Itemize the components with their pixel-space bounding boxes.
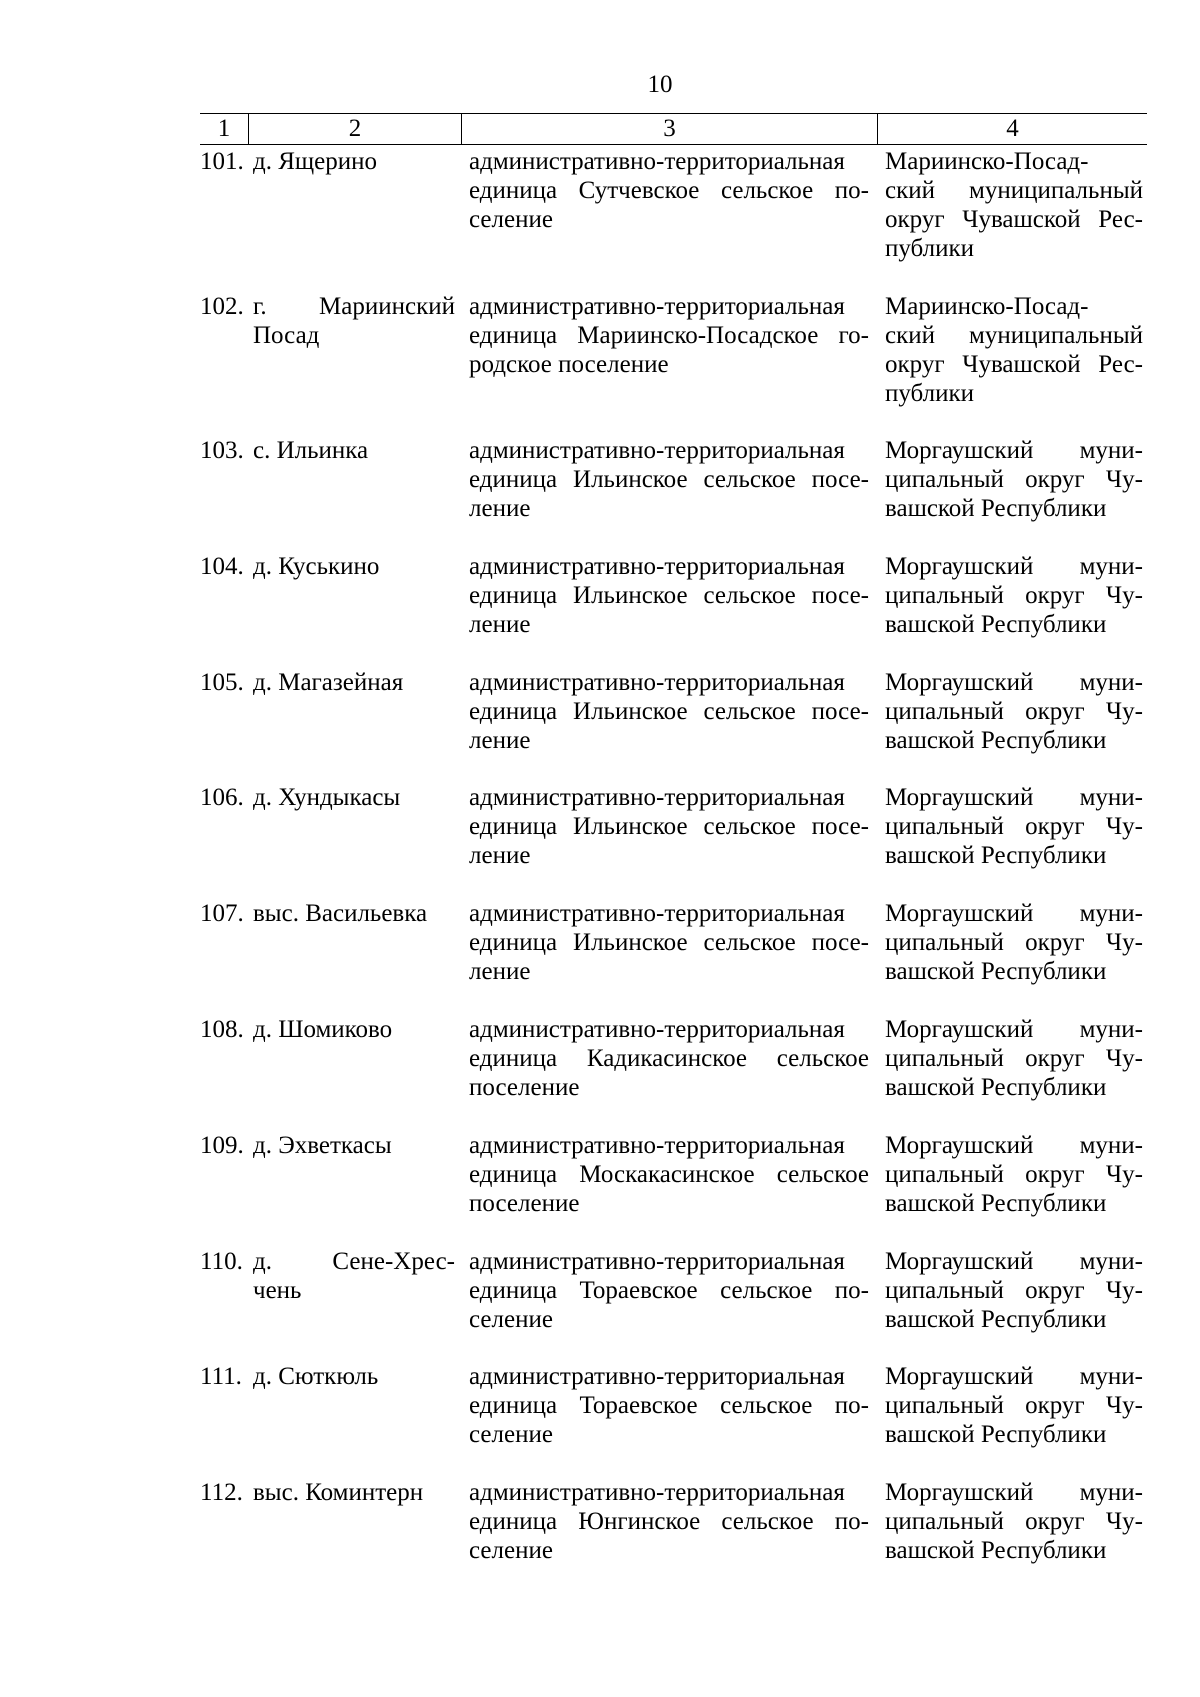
municipal-district bbox=[877, 1360, 1147, 1476]
column-number-2: 2 bbox=[248, 114, 461, 144]
table-row bbox=[200, 290, 1147, 435]
administrative-unit bbox=[461, 145, 877, 290]
settlement-name bbox=[248, 1245, 461, 1361]
municipal-district-line: вашской Республики bbox=[885, 726, 1107, 754]
settlement-name-line: д. Шомиково bbox=[253, 1015, 393, 1043]
municipal-district-line: округ Чувашской Рес- bbox=[885, 350, 1143, 378]
municipal-district-line: вашской Республики bbox=[885, 495, 1107, 522]
municipal-district bbox=[877, 290, 1147, 435]
administrative-unit-line: ление bbox=[469, 842, 531, 870]
table-row bbox=[200, 1245, 1147, 1361]
row-number: 103. bbox=[200, 437, 244, 464]
municipal-district bbox=[877, 434, 1147, 550]
administrative-unit bbox=[461, 897, 877, 1013]
administrative-unit-line: административно-территориальная bbox=[469, 668, 845, 696]
municipal-district-line: Моргаушский муни- bbox=[885, 1131, 1143, 1159]
settlement-name bbox=[248, 781, 461, 897]
municipal-district-line: ципальный округ Чу- bbox=[885, 697, 1143, 725]
settlement-name-line: с. Ильинка bbox=[253, 437, 369, 464]
municipal-district-line: Моргаушский муни- bbox=[885, 1247, 1143, 1275]
table-row bbox=[200, 1129, 1147, 1245]
settlement-name bbox=[248, 145, 461, 290]
municipal-district-line: Моргаушский муни- bbox=[885, 1479, 1143, 1507]
municipal-district-line: Моргаушский муни- bbox=[885, 437, 1143, 464]
settlement-name-line: д. Сене-Хрес- bbox=[253, 1247, 455, 1275]
municipal-district-line: публики bbox=[885, 379, 975, 407]
table-body bbox=[200, 145, 1147, 1592]
municipal-district-line: ский муниципальный bbox=[885, 321, 1143, 349]
municipal-district bbox=[877, 1476, 1147, 1592]
administrative-unit-line: единица Ильинское сельское посе- bbox=[469, 813, 869, 841]
municipal-district-line: вашской Республики bbox=[885, 1421, 1107, 1449]
administrative-unit-line: ление bbox=[469, 495, 531, 522]
table-row bbox=[200, 1013, 1147, 1129]
column-number-4: 4 bbox=[877, 114, 1147, 144]
administrative-unit-line: родское поселение bbox=[469, 350, 669, 378]
municipal-district-line: вашской Республики bbox=[885, 1189, 1107, 1217]
municipal-district-line: ципальный округ Чу- bbox=[885, 1276, 1143, 1304]
settlement-name bbox=[248, 434, 461, 550]
settlement-name-line: выс. Коминтерн bbox=[253, 1479, 424, 1507]
settlement-name bbox=[248, 666, 461, 782]
administrative-unit-line: административно-территориальная bbox=[469, 292, 845, 320]
municipal-district bbox=[877, 1013, 1147, 1129]
column-number-header-row bbox=[200, 113, 1147, 145]
settlement-name-line: Посад bbox=[253, 321, 320, 349]
settlement-name bbox=[248, 1360, 461, 1476]
page-number: 10 bbox=[647, 71, 673, 98]
administrative-unit-line: единица Тораевское сельское по- bbox=[469, 1392, 869, 1420]
administrative-unit bbox=[461, 290, 877, 435]
administrative-unit-line: единица Юнгинское сельское по- bbox=[469, 1508, 869, 1536]
municipal-district bbox=[877, 1245, 1147, 1361]
municipal-district-line: вашской Республики bbox=[885, 1073, 1107, 1101]
settlement-name-line: д. Хундыкасы bbox=[253, 784, 401, 812]
municipal-district bbox=[877, 145, 1147, 290]
municipal-district bbox=[877, 550, 1147, 666]
municipal-district-line: вашской Республики bbox=[885, 842, 1107, 870]
row-number: 106. bbox=[200, 784, 244, 812]
column-number-1: 1 bbox=[217, 115, 231, 142]
municipal-district-line: ципальный округ Чу- bbox=[885, 1392, 1143, 1420]
administrative-unit-line: административно-территориальная bbox=[469, 552, 845, 580]
municipal-district bbox=[877, 1129, 1147, 1245]
municipal-district-line: ципальный округ Чу- bbox=[885, 581, 1143, 609]
administrative-unit-line: единица Кадикасинское сельское bbox=[469, 1044, 869, 1072]
municipal-district-line: ципальный округ Чу- bbox=[885, 1508, 1143, 1536]
settlement-name-line: чень bbox=[253, 1276, 302, 1304]
settlement-name-line: д. Сюткюль bbox=[253, 1363, 379, 1391]
administrative-unit bbox=[461, 1013, 877, 1129]
administrative-unit-line: единица Мариинско-Посадское го- bbox=[469, 321, 869, 349]
settlement-name-line: д. Магазейная bbox=[253, 668, 404, 696]
municipal-district-line: публики bbox=[885, 235, 975, 262]
administrative-unit-line: единица Ильинское сельское посе- bbox=[469, 697, 869, 725]
administrative-unit-line: единица Ильинское сельское посе- bbox=[469, 929, 869, 957]
row-number: 105. bbox=[200, 668, 244, 696]
administrative-unit-line: поселение bbox=[469, 1073, 580, 1101]
administrative-unit-line: селение bbox=[469, 1537, 553, 1565]
administrative-unit-line: административно-территориальная bbox=[469, 900, 845, 928]
settlement-name-line: выс. Васильевка bbox=[253, 900, 428, 928]
administrative-unit-line: единица Сутчевское сельское по- bbox=[469, 177, 869, 204]
municipal-district-line: Моргаушский муни- bbox=[885, 1015, 1143, 1043]
municipal-district-line: округ Чувашской Рес- bbox=[885, 206, 1143, 233]
administrative-unit-line: селение bbox=[469, 1421, 553, 1449]
administrative-unit-line: ление bbox=[469, 610, 531, 638]
municipal-district-line: ципальный округ Чу- bbox=[885, 1044, 1143, 1072]
settlement-name bbox=[248, 550, 461, 666]
municipal-district-line: ципальный округ Чу- bbox=[885, 813, 1143, 841]
settlement-name-line: д. Куськино bbox=[253, 552, 380, 580]
table-row bbox=[200, 434, 1147, 550]
settlements-table bbox=[200, 113, 1147, 1592]
settlement-name-line: г. Мариинский bbox=[253, 292, 455, 320]
municipal-district-line: Мариинско-Посад- bbox=[885, 292, 1089, 320]
table-row bbox=[200, 666, 1147, 782]
administrative-unit-line: единица Ильинское сельское посе- bbox=[469, 581, 869, 609]
administrative-unit-line: единица Ильинское сельское посе- bbox=[469, 466, 869, 493]
municipal-district-line: Моргаушский муни- bbox=[885, 900, 1143, 928]
settlement-name bbox=[248, 1129, 461, 1245]
settlement-name bbox=[248, 1013, 461, 1129]
table-row bbox=[200, 550, 1147, 666]
municipal-district-line: ципальный округ Чу- bbox=[885, 929, 1143, 957]
municipal-district bbox=[877, 897, 1147, 1013]
administrative-unit bbox=[461, 434, 877, 550]
administrative-unit-line: ление bbox=[469, 958, 531, 986]
municipal-district-line: ский муниципальный bbox=[885, 177, 1143, 204]
administrative-unit bbox=[461, 1476, 877, 1592]
administrative-unit bbox=[461, 781, 877, 897]
administrative-unit bbox=[461, 550, 877, 666]
municipal-district-line: Моргаушский муни- bbox=[885, 784, 1143, 812]
row-number: 107. bbox=[200, 900, 244, 928]
table-row bbox=[200, 1360, 1147, 1476]
administrative-unit-line: административно-территориальная bbox=[469, 784, 845, 812]
settlement-name bbox=[248, 290, 461, 435]
row-number: 108. bbox=[200, 1015, 244, 1043]
row-number: 101. bbox=[200, 148, 244, 175]
row-number: 112. bbox=[200, 1479, 243, 1507]
administrative-unit-line: административно-территориальная bbox=[469, 1479, 845, 1507]
administrative-unit bbox=[461, 1360, 877, 1476]
administrative-unit-line: административно-территориальная bbox=[469, 1131, 845, 1159]
table-row bbox=[200, 781, 1147, 897]
administrative-unit bbox=[461, 1129, 877, 1245]
administrative-unit-line: административно-территориальная bbox=[469, 1247, 845, 1275]
administrative-unit bbox=[461, 666, 877, 782]
municipal-district-line: Моргаушский муни- bbox=[885, 552, 1143, 580]
municipal-district-line: вашской Республики bbox=[885, 610, 1107, 638]
row-number: 102. bbox=[200, 292, 244, 320]
administrative-unit-line: селение bbox=[469, 1305, 553, 1333]
municipal-district-line: вашской Республики bbox=[885, 1305, 1107, 1333]
municipal-district-line: Мариинско-Посад- bbox=[885, 148, 1089, 175]
administrative-unit-line: ление bbox=[469, 726, 531, 754]
settlement-name-line: д. Ящерино bbox=[253, 148, 377, 175]
administrative-unit-line: административно-территориальная bbox=[469, 437, 845, 464]
administrative-unit-line: административно-территориальная bbox=[469, 1015, 845, 1043]
table-row bbox=[200, 1476, 1147, 1592]
municipal-district bbox=[877, 781, 1147, 897]
settlement-name-line: д. Эхветкасы bbox=[253, 1131, 392, 1159]
row-number: 104. bbox=[200, 552, 244, 580]
municipal-district-line: Моргаушский муни- bbox=[885, 668, 1143, 696]
administrative-unit-line: селение bbox=[469, 206, 553, 233]
municipal-district bbox=[877, 666, 1147, 782]
table-row bbox=[200, 145, 1147, 290]
row-number: 110. bbox=[200, 1247, 243, 1275]
administrative-unit-line: административно-территориальная bbox=[469, 148, 845, 175]
settlement-name bbox=[248, 897, 461, 1013]
municipal-district-line: ципальный округ Чу- bbox=[885, 1160, 1143, 1188]
administrative-unit-line: единица Тораевское сельское по- bbox=[469, 1276, 869, 1304]
table-row bbox=[200, 897, 1147, 1013]
administrative-unit-line: поселение bbox=[469, 1189, 580, 1217]
administrative-unit-line: административно-территориальная bbox=[469, 1363, 845, 1391]
municipal-district-line: вашской Республики bbox=[885, 1537, 1107, 1565]
row-number: 109. bbox=[200, 1131, 244, 1159]
settlement-name bbox=[248, 1476, 461, 1592]
row-number: 111. bbox=[200, 1363, 242, 1391]
municipal-district-line: Моргаушский муни- bbox=[885, 1363, 1143, 1391]
column-number-3: 3 bbox=[461, 114, 877, 144]
municipal-district-line: ципальный округ Чу- bbox=[885, 466, 1143, 493]
administrative-unit bbox=[461, 1245, 877, 1361]
administrative-unit-line: единица Москакасинское сельское bbox=[469, 1160, 869, 1188]
municipal-district-line: вашской Республики bbox=[885, 958, 1107, 986]
